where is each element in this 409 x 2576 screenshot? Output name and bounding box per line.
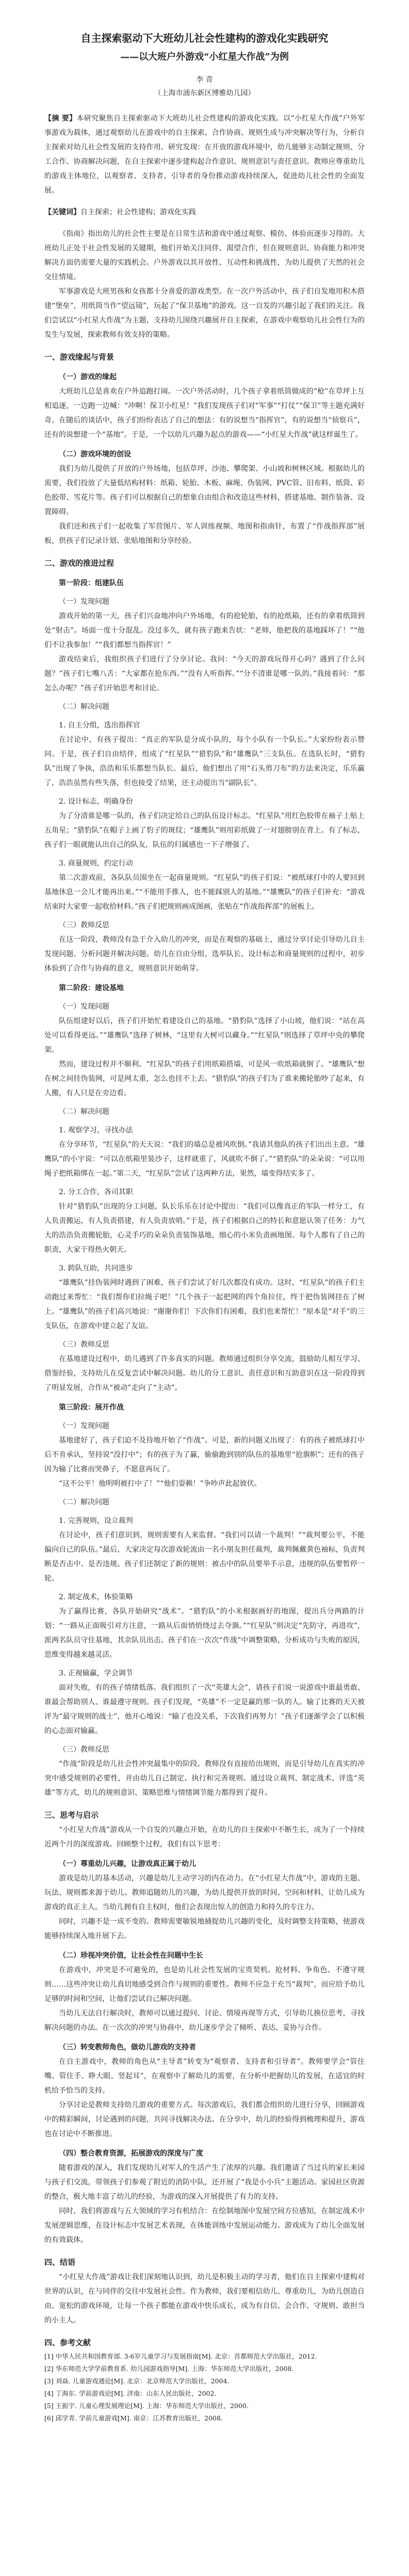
paragraph: 第二次游戏前，各队队员围坐在一起商量规则。“红星队”的孩子们说：“被纸球打中的人要回到基地休息一会儿才能再出来。”“不能用手推人，也不能踩别人的基地。”“雄鹰队”的孩子们补充：“游戏结束时大家要一起收拾材料。”孩子们把规则画成图画，张贴在“作战指挥部”的展板上。 [44,874,365,911]
paragraph: 我们还和孩子们一起收集了军营图片、军人训练视频、地图和指南针，布置了“作战指挥部”展板，供孩子们记录计划、张贴地图和分享经验。 [44,522,365,545]
paragraph: 在分享环节，“红星队”的天天说：“我们的墙总是被风吹倒。”我请其他队的孩子们出出主意。“雄鹰队”的小宇说：“可以在纸箱里装沙子，这样就重了，风就吹不倒了。”“猎豹队”的朵朵说：“可以用绳子把纸箱绑在一起。”第二天，“红星队”尝试了这两种方法，果然，墙变得结实多了。 [44,1141,365,1178]
paragraph: 队伍组建好以后，孩子们开始忙着建设自己的基地。“猎豹队”选择了小山坡，他们说：“站在高处可以看得更远。”“雄鹰队”选择了树林，“这里有大树可以藏身。”“红星队”则选择了草坪中央的攀爬架。 [44,1017,365,1054]
intro-paragraph: 《指南》指出幼儿的社会性主要是在日常生活和游戏中通过观察、模仿、体验而逐步习得的。大班幼儿正处于社会性发展的关键期，他们开始关注同伴、渴望合作，但在规则意识、协商能力和冲突解决方面仍需要大量的实践机会。户外游戏以其开放性、互动性和挑战性，为幼儿提供了天然的社会交往情境。 [44,230,365,281]
step-heading: 2. 分工合作，各司其职 [59,1188,133,1196]
paragraph: 为了分清谁是哪一队的，孩子们决定给自己的队伍设计标志。“红星队”用红色胶带在袖子上贴上五角星；“猎豹队”在帽子上画了豹子的斑纹；“雄鹰队”则用彩纸做了一对翅膀别在背上。有了标志，孩子们一眼就能认出自己的队友，队伍的归属感也一下子增强了。 [44,812,365,849]
paragraph: 在这一阶段，教师没有急于介入幼儿的冲突，而是在观察的基础上，通过分享讨论引导幼儿自主发现问题、分析问题并解决问题。幼儿在自由分组、选举队长、设计标志和商量规则的过程中，初步体验到了合作与协商的意义，规则意识开始萌芽。 [44,936,365,973]
reference-item: [6] 邱学青. 学前儿童游戏[M]. 南京：江苏教育出版社，2008. [44,2414,223,2422]
paragraph: 然而，建设过程并不顺利。“红星队”的孩子们用纸箱搭墙，可是风一吹纸箱就倒了。“雄鹰队”想在树之间挂伪装网，可是网太重，怎么也挂不上去。“猎豹队”的孩子们为了谁来搬轮胎吵了起来，有人搬，有人只是在旁边看。 [44,1060,365,1097]
abstract-label: 【摘 要】 [44,114,77,123]
paragraph: 基地建好了，孩子们迫不及待地开始了“作战”。可是，新的问题又出现了：有的孩子被纸球打中后不肯承认，坚持说“没打中”；有的孩子为了赢，偷偷跑到别的队伍的基地里“抢旗帜”；还有的孩子因为输了比赛而哭鼻子，不愿意再玩了。 [44,1436,365,1473]
section-heading: 二、游戏的推进过程 [44,558,114,568]
reference-item: [4] 丁海东. 学前游戏论[M]. 济南：山东人民出版社，2002. [44,2389,217,2397]
paragraph: 当幼儿无法自行解决时，教师可以通过提问、讨论、情境再现等方式，引导幼儿换位思考，寻找解决问题的办法。在一次次的冲突与协商中，幼儿逐步学会了倾听、表达、妥协与合作。 [44,2009,365,2032]
intro-paragraph: 军事游戏是大班男孩和女孩都十分喜爱的游戏类型。在一次户外活动中，孩子们自发地用积木搭建“堡垒”，用纸筒当作“望远镜”，玩起了“保卫基地”的游戏。这一自发的兴趣引起了我们的关注。我们尝试以“小红星大作战”为主题，支持幼儿围绕兴趣展开自主探索，在游戏中观察幼儿社会性行为的发生与发展，探索教师有效支持的策略。 [44,287,365,339]
step-heading: 1. 自主分组，选出指挥官 [59,721,140,730]
subsection-heading: （二）游戏环境的创设 [59,450,131,459]
document-title: 自主探索驱动下大班幼儿社会性建构的游戏化实践研究 [80,32,329,44]
subsection-heading: （二）解决问题 [59,703,109,711]
references-heading: 四、参考文献 [44,2338,91,2347]
paragraph: “小红星大作战”游戏从一个自发的兴趣点开始，在幼儿的自主探索中不断生长，成为了一个持续近两个月的深度游戏。回顾整个过程，我们有以下思考： [44,1826,365,1849]
section-heading: 三、思考与启示 [44,1810,99,1820]
author-affiliation: （上海市浦东新区博雅幼儿园） [154,89,255,97]
paragraph: 为了赢得比赛，各队开始研究“战术”。“猎豹队”的小米根据画好的地图，提出兵分两路的计划：“一路从正面吸引对方注意，一路从后面悄悄绕过去夺旗。”“红星队”则决定“先防守，再进攻”，派两名队员守住基地，其余队员出击。孩子们在一次次“作战”中调整策略，分析成功与失败的原因，思维变得越来越灵活。 [44,1607,365,1659]
subsection-heading: （三）转变教师角色，做幼儿游戏的支持者 [59,2043,196,2052]
paragraph: 同时，兴趣不是一成不变的。教师需要敏锐地捕捉幼儿兴趣的变化，及时调整支持策略，使游戏能够持续深入地开展下去。 [44,1918,365,1940]
paragraph: 在讨论中，有孩子提出：“真正的军队是分成小队的，每个小队有一个队长。”大家纷纷表示赞同。于是，孩子们自由结伴，组成了“红星队”“猎豹队”和“雄鹰队”三支队伍。在选队长时，“猎豹队”出现了争执，浩浩和乐乐都想当队长。最后，他们想出了用“石头剪刀布”的方法来决定，乐乐赢了，浩浩虽然有些失落，但也接受了结果，还主动提出当“副队长”。 [44,736,365,787]
keywords [44,205,365,219]
subsection-heading: （四）整合教育资源，拓展游戏的深度与广度 [59,2149,203,2158]
reference-item: [3] 刘焱. 儿童游戏通论[M]. 北京：北京师范大学出版社，2004. [44,2377,230,2385]
reference-item: [5] 王振宇. 儿童心理发展理论[M]. 上海：华东师范大学出版社，2000. [44,2402,249,2410]
paragraph: 在基地建设过程中，幼儿遇到了许多真实的问题。教师通过组织分享交流，鼓励幼儿相互学习、借鉴经验，支持幼儿在反复尝试中解决问题。幼儿的分工意识、责任意识和互助意识在这一阶段得到了明显发展，合作从“被动”走向了“主动”。 [44,1355,365,1392]
paragraph: 同时，我们将游戏与五大领域的学习有机结合：在绘制地图中发展空间方位感知，在制定战术中发展逻辑思维，在设计标志中发展艺术表现，在体能训练中发展运动能力。游戏成为了幼儿全面发展的有效载体。 [44,2207,365,2244]
subsection-heading: （三）教师反思 [59,1341,109,1349]
step-heading: 1. 完善规则，设立裁判 [59,1517,133,1525]
phase-heading: 第三阶段：展开作战 [59,1403,124,1412]
introduction [44,227,365,342]
subsection-heading: （三）教师反思 [59,1745,109,1754]
paragraph: 游戏是幼儿的基本活动，兴趣是幼儿主动学习的内在动力。在“小红星大作战”中，游戏的主题、玩法、规则都来源于幼儿。教师追随幼儿的兴趣，为幼儿提供开放的时间、空间和材料，让幼儿成为游戏的真正主人。当幼儿拥有自主权时，他们会表现出惊人的创造力和持久的专注力。 [44,1874,365,1911]
step-heading: 2. 设计标志，明确身份 [59,798,133,806]
reference-item: [2] 华东师范大学学前教育系. 幼儿园游戏指导[M]. 上海：华东师范大学出版社，2008. [44,2365,294,2372]
section-heading: 一、游戏缘起与背景 [44,352,114,362]
paragraph: 针对“猎豹队”出现的分工问题，队长乐乐在讨论中提出：“我们可以像真正的军队一样分工，有人负责搬运，有人负责搭建，有人负责放哨。”于是，孩子们根据自己的特长和意愿认领了任务：力气大的浩浩负责搬轮胎，心灵手巧的朵朵负责装饰基地，细心的小米负责画地图。每个人都有了自己的职责，大家干得热火朝天。 [44,1202,365,1254]
paragraph: “雄鹰队”挂伪装网时遇到了困难，孩子们尝试了好几次都没有成功。这时，“红星队”的孩子们主动跑过来帮忙：“我们帮你们拉绳子吧！”几个孩子一起把网的四个角拉住，终于把伪装网挂在了树上。“雄鹰队”的孩子们高兴地说：“谢谢你们！下次你们有困难，我们也来帮忙！”原本是“对手”的三支队伍，在游戏中建立起了友谊。 [44,1279,365,1330]
step-heading: 2. 制定战术，体验策略 [59,1593,133,1601]
paragraph: 游戏开始的第一天，孩子们兴奋地冲向户外场地，有的抢轮胎，有的抢纸箱，还有的拿着纸筒到处“射击”。场面一度十分混乱。没过多久，就有孩子跑来告状：“老师，他把我的基地踩坏了！”“他们不让我参加！”“我们都想当指挥官！” [44,612,365,649]
subsection-heading: （一）发现问题 [59,1422,109,1430]
paragraph: 在自主游戏中，教师的角色从“主导者”转变为“观察者、支持者和引导者”。教师要学会“管住嘴、管住手、睁大眼、竖起耳”，在观察中了解幼儿的需要，在分析中把握幼儿的发展，在适宜的时机给予恰当的支持。 [44,2058,365,2095]
paragraph: 面对失败，有的孩子情绪低落。我们组织了一次“英雄大会”，请孩子们说一说游戏中谁最勇敢、谁最会帮助别人、谁最遵守规则。孩子们发现，“英雄”不一定是赢的那一队的人。输了比赛的天天被评为“最守规则的战士”，他开心地说：“输了也没关系，下次我们再努力！”孩子们逐渐学会了以积极的心态面对输赢。 [44,1684,365,1735]
paragraph: 在游戏中，冲突是不可避免的，也是幼儿社会性发展的宝贵契机。抢材料、争角色、不遵守规则……这些冲突让幼儿真切地感受到合作与规则的重要性。教师不应急于充当“裁判”，而应给予幼儿足够的时间和空间，让他们尝试自己解决问题。 [44,1966,365,2003]
step-heading: 3. 正视输赢，学会调节 [59,1669,133,1677]
paragraph: “作战”阶段是幼儿社会性冲突最集中的阶段。教师没有直接给出规则，而是引导幼儿在真实的冲突中感受规则的必要性，并由幼儿自己制定、执行和完善规则。通过设立裁判、制定战术、评选“英雄”等方式，幼儿的规则意识、策略思维与情绪调节能力都得到了提升。 [44,1760,365,1797]
step-heading: 1. 观察学习，寻找办法 [59,1126,133,1134]
subsection-heading: （二）解决问题 [59,1108,109,1116]
phase-heading: 第一阶段：组建队伍 [59,579,124,587]
subsection-heading: （一）发现问题 [59,598,109,606]
paragraph: 我们为幼儿提供了开放的户外场地，包括草坪、沙池、攀爬架、小山坡和树林区域。根据幼儿的需要，我们投放了大量低结构材料：纸箱、轮胎、木板、麻绳、伪装网、PVC管、旧布料、纸筒、彩色胶带、雪花片等。孩子们可以根据自己的想象自由组合和改造这些材料，搭建基地、制作装备、设置障碍。 [44,465,365,516]
keywords-text: 自主探索；社会性建构；游戏化实践 [80,208,196,216]
abstract-text: 本研究聚焦自主探索驱动下大班幼儿社会性建构的游戏化实践。以“小红星大作战”户外军事游戏为载体，通过观察幼儿在游戏中的自主探索、合作协商、规则生成与冲突解决等行为，分析自主探索对幼儿社会性发展的支持作用。研究发现：在开放的游戏环境中，幼儿能够主动制定规则、分工合作、协商解决问题，在自主探索中逐步建构起合作意识、规则意识与责任意识。教师应尊重幼儿的游戏主体地位，以观察者、支持者、引导者的身份推动游戏持续深入，促进幼儿社会性的全面发展。 [44,114,365,195]
subsection-heading: （一）游戏的缘起 [59,373,117,381]
paragraph: “这不公平！他明明被打中了！”“他们耍赖！”争吵声此起彼伏。 [59,1480,261,1488]
subsection-heading: （二）解决问题 [59,1498,109,1506]
abstract [44,111,365,198]
subsection-heading: （一）发现问题 [59,1003,109,1011]
phase-heading: 第二阶段：建设基地 [59,984,124,992]
step-heading: 3. 商量规则，约定行动 [59,859,133,868]
paragraph: 游戏结束后，我组织孩子们进行了分享讨论。我问：“今天的游戏玩得开心吗？遇到了什么问题？”孩子们七嘴八舌：“大家都在抢东西。”“没有人听指挥。”“分不清谁是哪一队的。”我接着问：“那怎么办呢？”孩子们开始思考和讨论。 [44,655,365,692]
author-name: 李 青 [196,76,213,84]
paragraph: “小红星大作战”游戏让我们深刻地认识到，幼儿是积极主动的学习者，他们在自主探索中建构对世界的认识，在与同伴的交往中发展社会性。作为教师，我们要相信幼儿、尊重幼儿，为幼儿创造自由、宽松的游戏环境，让每一个孩子都能在游戏中快乐成长，成为有自信、会合作、守规则、敢担当的小主人。 [44,2273,365,2325]
paragraph: 大班幼儿总是喜欢在户外追跑打闹。一次户外活动时，几个孩子拿着纸筒做成的“枪”在草坪上互相追逐，一边跑一边喊：“冲啊！保卫小红星！”我们发现孩子们对“军事”“打仗”“保卫”等主题充满好奇。在随后的谈话中，孩子们纷纷表达了自己的想法：有的说想当“指挥官”，有的说想当“侦察兵”，还有的说想建一个“基地”。于是，一个以幼儿兴趣为起点的游戏——“小红星大作战”就这样诞生了。 [44,387,365,439]
section-heading: 四、结语 [44,2258,76,2267]
reference-item: [1] 中华人民共和国教育部. 3-6岁儿童学习与发展指南[M]. 北京：首都师范大学出版社，2012. [44,2352,317,2360]
step-heading: 3. 跨队互助，共同进步 [59,1264,133,1273]
paragraph: 随着游戏的深入，我们发现幼儿对军人的生活产生了浓厚的兴趣。我们邀请了当过兵的家长来园与孩子们交流，带领孩子们参观了附近的消防中队，还开展了“我是小小兵”主题活动。家园社区资源的整合，极大地丰富了幼儿的经验，为游戏的深入开展提供了有力的支持。 [44,2164,365,2201]
keywords-label: 【关键词】 [44,208,80,216]
subsection-heading: （三）教师反思 [59,921,109,929]
paragraph: 在讨论中，孩子们意识到，规则需要有人来监督。“我们可以请一个裁判！”“裁判要公平，不能偏向自己的队伍。”最后，大家决定每次游戏轮流由一名小朋友担任裁判，裁判佩戴黄色袖标，负责判断是否击中、是否违规。孩子们还制定了新的规则：被击中的队员要举手示意，违规的队伍要暂停一轮。 [44,1531,365,1583]
document-subtitle: ——以大班户外游戏“小红星大作战”为例 [120,52,289,62]
paragraph: 分享讨论是教师支持幼儿游戏的重要方式。每次游戏后，我们都会组织幼儿进行分享，回顾游戏中的精彩瞬间，讨论遇到的问题，共同寻找解决办法。在分享中，幼儿的经验得到梳理和提升，游戏也在讨论中不断推进。 [44,2101,365,2138]
subsection-heading: （二）珍视冲突价值，让社会性在问题中生长 [59,1952,203,1960]
subsection-heading: （一）尊重幼儿兴趣，让游戏真正属于幼儿 [59,1860,196,1868]
